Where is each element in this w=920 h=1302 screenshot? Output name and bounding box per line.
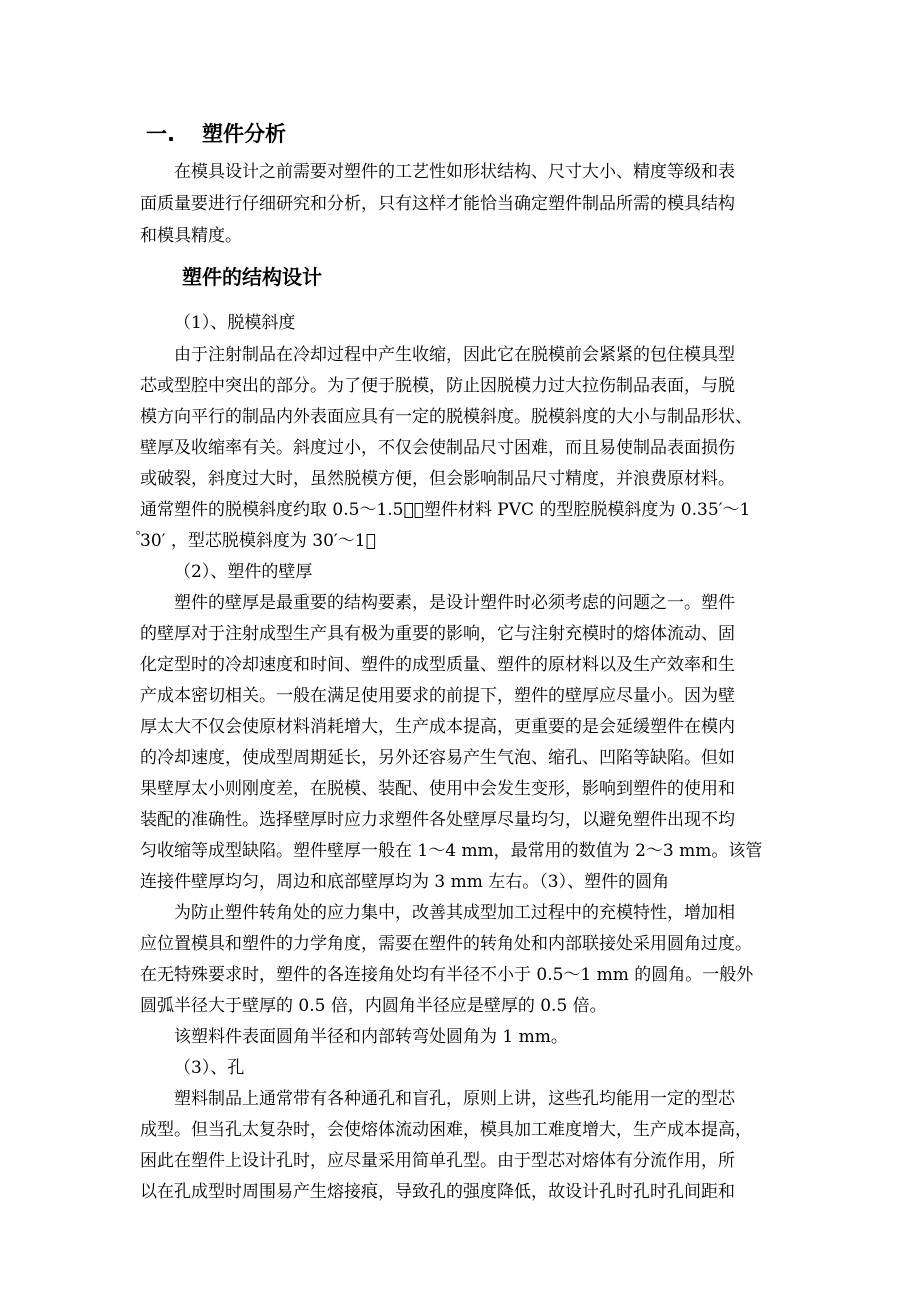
paragraph-line: 的冷却速度，使成型周期延长，另外还容易产生气泡、缩孔、凹陷等缺陷。但如 [140,748,735,768]
item-heading: （3）、孔 [174,1058,245,1078]
paragraph-line: 塑料制品上通常带有各种通孔和盲孔，原则上讲，这些孔均能用一定的型芯 [174,1089,735,1109]
paragraph-line: 匀收缩等成型缺陷。塑件壁厚一般在 1～4 mm，最常用的数值为 2～3 mm。该管 [140,841,763,861]
paragraph-line: 由于注射制品在冷却过程中产生收缩，因此它在脱模前会紧紧的包住模具型 [174,345,735,365]
paragraph-line: 塑件的壁厚是最重要的结构要素，是设计塑件时必须考虑的问题之一。塑件 [174,593,735,613]
paragraph-line: 该塑料件表面圆角半径和内部转弯处圆角为 1 mm。 [174,1027,568,1047]
paragraph-line: 以在孔成型时周围易产生熔接痕，导致孔的强度降低，故设计孔时孔时孔间距和 [140,1182,735,1202]
paragraph-line: 困此在塑件上设计孔时，应尽量采用简单孔型。由于型芯对熔体有分流作用，所 [140,1151,735,1171]
paragraph-line: 在无特殊要求时，塑件的各连接角处均有半径不小于 0.5～1 mm 的圆角。一般外 [140,965,754,985]
paragraph-line: 成型。但当孔太复杂时，会使熔体流动困难，模具加工难度增大，生产成本提高， [140,1120,752,1140]
paragraph-line: 和模具精度。 [140,226,242,246]
paragraph-line: 应位置模具和塑件的力学角度，需要在塑件的转角处和内部联接处采用圆角过度。 [140,934,752,954]
paragraph-line: 芯或型腔中突出的部分。为了便于脱模，防止因脱模力过大拉伤制品表面，与脱 [140,376,735,396]
paragraph-line: 模方向平行的制品内外表面应具有一定的脱模斜度。脱模斜度的大小与制品形状、 [140,407,752,427]
section-heading [146,118,286,148]
paragraph-line: 圆弧半径大于壁厚的 0.5 倍，内圆角半径应是壁厚的 0.5 倍。 [140,996,607,1016]
paragraph-line: 通常塑件的脱模斜度约取 0.5～1.5゚，塑件材料 PVC 的型腔脱模斜度为 0.35′～1 [140,500,751,520]
section-title: 塑件分析 [202,122,286,146]
paragraph-line: 或破裂，斜度过大时，虽然脱模方便，但会影响制品尺寸精度，并浪费原材料。 [140,469,735,489]
paragraph-line: 连接件壁厚均匀，周边和底部壁厚均为 3 mm 左右。（3）、塑件的圆角 [140,872,670,892]
paragraph-line: 果壁厚太小则刚度差，在脱模、装配、使用中会发生变形，影响到塑件的使用和 [140,779,735,799]
paragraph-line: 的壁厚对于注射成型生产具有极为重要的影响，它与注射充模时的熔体流动、固 [140,624,735,644]
item-heading: （1）、脱模斜度 [174,313,296,333]
paragraph-line: ゚30′ ，型芯脱模斜度为 30′～1゚ [140,531,376,551]
section-number: 一. [146,122,175,146]
paragraph-line: 化定型时的冷却速度和时间、塑件的成型质量、塑件的原材料以及生产效率和生 [140,655,735,675]
paragraph-line: 面质量要进行仔细研究和分析，只有这样才能恰当确定塑件制品所需的模具结构 [140,194,735,214]
paragraph-line: 在模具设计之前需要对塑件的工艺性如形状结构、尺寸大小、精度等级和表 [174,162,735,182]
paragraph-line: 厚太大不仅会使原材料消耗增大，生产成本提高，更重要的是会延缓塑件在模内 [140,717,735,737]
paragraph-line: 装配的准确性。选择壁厚时应力求塑件各处壁厚尽量均匀，以避免塑件出现不均 [140,810,735,830]
paragraph-line: 壁厚及收缩率有关。斜度过小，不仅会使制品尺寸困难，而且易使制品表面损伤 [140,438,735,458]
item-heading: （2）、塑件的壁厚 [174,562,313,582]
paragraph-line: 产成本密切相关。一般在满足使用要求的前提下，塑件的壁厚应尽量小。因为壁 [140,686,735,706]
subsection-heading: 塑件的结构设计 [182,265,322,289]
paragraph-line: 为防止塑件转角处的应力集中，改善其成型加工过程中的充模特性，增加相 [174,903,735,923]
